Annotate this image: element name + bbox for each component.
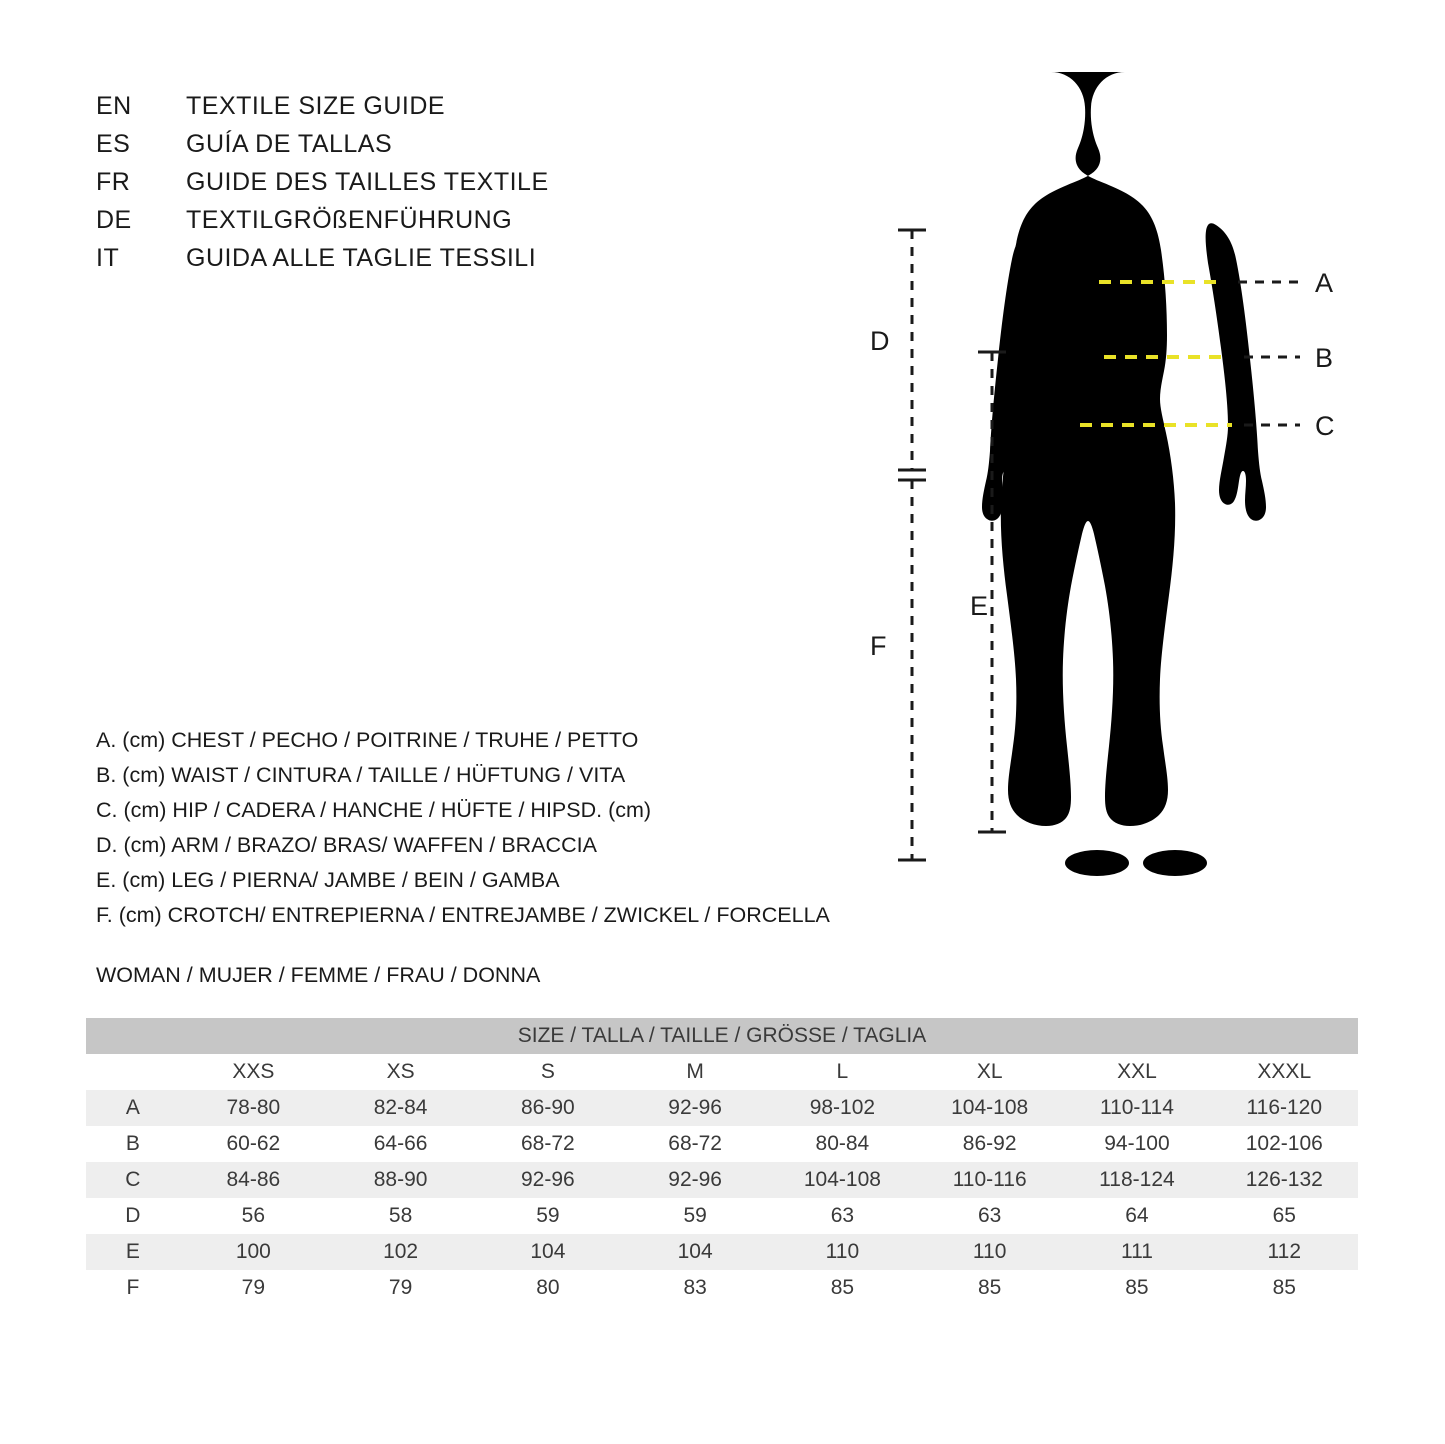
cell-f-xs: 79 xyxy=(327,1270,474,1306)
cell-c-s: 92-96 xyxy=(474,1162,621,1198)
cell-b-s: 68-72 xyxy=(474,1126,621,1162)
title-text-en: TEXTILE SIZE GUIDE xyxy=(186,92,446,120)
cell-f-l: 85 xyxy=(769,1270,916,1306)
title-lang-it: IT xyxy=(96,244,120,272)
cell-c-xxl: 118-124 xyxy=(1063,1162,1210,1198)
cell-d-xxs: 56 xyxy=(180,1198,327,1234)
title-lang-fr: FR xyxy=(96,168,131,196)
legend-item-f: F. (cm) CROTCH/ ENTREPIERNA / ENTREJAMBE / ZWICKEL / FORCELLA xyxy=(96,903,830,927)
table-header-row xyxy=(86,1054,1358,1090)
cell-f-s: 80 xyxy=(474,1270,621,1306)
female-silhouette xyxy=(982,72,1266,876)
body-measurement-diagram xyxy=(820,60,1380,910)
title-text-de: TEXTILGRÖßENFÜHRUNG xyxy=(186,206,513,234)
column-header-l: L xyxy=(769,1054,916,1090)
cell-e-xl: 110 xyxy=(916,1234,1063,1270)
marker-label-c: C xyxy=(1315,411,1335,441)
column-header-xs: XS xyxy=(327,1054,474,1090)
table-band-row xyxy=(86,1018,1358,1054)
group-label: WOMAN / MUJER / FEMME / FRAU / DONNA xyxy=(96,963,541,987)
cell-b-m: 68-72 xyxy=(622,1126,769,1162)
row-label-f: F xyxy=(86,1270,180,1306)
cell-e-xxxl: 112 xyxy=(1211,1234,1358,1270)
cell-f-xxl: 85 xyxy=(1063,1270,1210,1306)
marker-label-b: B xyxy=(1315,343,1334,373)
title-lang-de: DE xyxy=(96,206,132,234)
column-header-xl: XL xyxy=(916,1054,1063,1090)
title-row-fr xyxy=(96,168,716,206)
size-table xyxy=(86,1018,1358,1306)
cell-f-xxs: 79 xyxy=(180,1270,327,1306)
title-block xyxy=(96,92,716,282)
cell-e-xxs: 100 xyxy=(180,1234,327,1270)
cell-a-s: 86-90 xyxy=(474,1090,621,1126)
column-header-s: S xyxy=(474,1054,621,1090)
cell-f-m: 83 xyxy=(622,1270,769,1306)
legend-item-b: B. (cm) WAIST / CINTURA / TAILLE / HÜFTUNG / VITA xyxy=(96,763,626,787)
cell-b-xxl: 94-100 xyxy=(1063,1126,1210,1162)
legend-item-c: C. (cm) HIP / CADERA / HANCHE / HÜFTE / HIPSD. (cm) xyxy=(96,798,652,822)
column-header-xxxl: XXXL xyxy=(1211,1054,1358,1090)
cell-b-xxs: 60-62 xyxy=(180,1126,327,1162)
dimension-bars xyxy=(898,230,1006,860)
cell-a-xxl: 110-114 xyxy=(1063,1090,1210,1126)
cell-a-l: 98-102 xyxy=(769,1090,916,1126)
column-header-xxs: XXS xyxy=(180,1054,327,1090)
column-header-m: M xyxy=(622,1054,769,1090)
title-row-de xyxy=(96,206,716,244)
title-text-es: GUÍA DE TALLAS xyxy=(186,130,393,158)
cell-d-xxl: 64 xyxy=(1063,1198,1210,1234)
cell-f-xl: 85 xyxy=(916,1270,1063,1306)
legend-item-a: A. (cm) CHEST / PECHO / POITRINE / TRUHE / PETTO xyxy=(96,728,639,752)
cell-c-xxxl: 126-132 xyxy=(1211,1162,1358,1198)
table-row xyxy=(86,1198,1358,1234)
cell-e-xxl: 111 xyxy=(1063,1234,1210,1270)
cell-b-xxxl: 102-106 xyxy=(1211,1126,1358,1162)
size-table-wrapper xyxy=(86,1018,1358,1306)
row-label-c: C xyxy=(86,1162,180,1198)
cell-c-xs: 88-90 xyxy=(327,1162,474,1198)
title-text-it: GUIDA ALLE TAGLIE TESSILI xyxy=(186,244,537,272)
table-row xyxy=(86,1270,1358,1306)
cell-d-xl: 63 xyxy=(916,1198,1063,1234)
marker-label-e: E xyxy=(970,591,989,621)
cell-e-xs: 102 xyxy=(327,1234,474,1270)
cell-b-xs: 64-66 xyxy=(327,1126,474,1162)
title-row-it xyxy=(96,244,716,282)
cell-d-xxxl: 65 xyxy=(1211,1198,1358,1234)
cell-c-m: 92-96 xyxy=(622,1162,769,1198)
row-label-e: E xyxy=(86,1234,180,1270)
cell-c-xxs: 84-86 xyxy=(180,1162,327,1198)
row-label-d: D xyxy=(86,1198,180,1234)
column-header-blank xyxy=(86,1054,180,1090)
cell-c-l: 104-108 xyxy=(769,1162,916,1198)
cell-d-l: 63 xyxy=(769,1198,916,1234)
cell-e-s: 104 xyxy=(474,1234,621,1270)
legend-item-d: D. (cm) ARM / BRAZO/ BRAS/ WAFFEN / BRACCIA xyxy=(96,833,597,857)
title-lang-es: ES xyxy=(96,130,131,158)
table-row xyxy=(86,1234,1358,1270)
table-row xyxy=(86,1126,1358,1162)
table-band-label: SIZE / TALLA / TAILLE / GRÖSSE / TAGLIA xyxy=(86,1018,1358,1054)
cell-d-m: 59 xyxy=(622,1198,769,1234)
title-row-en xyxy=(96,92,716,130)
legend-block xyxy=(96,723,896,933)
cell-d-xs: 58 xyxy=(327,1198,474,1234)
row-label-b: B xyxy=(86,1126,180,1162)
cell-c-xl: 110-116 xyxy=(916,1162,1063,1198)
cell-a-xxs: 78-80 xyxy=(180,1090,327,1126)
cell-a-m: 92-96 xyxy=(622,1090,769,1126)
marker-label-d: D xyxy=(870,326,890,356)
cell-d-s: 59 xyxy=(474,1198,621,1234)
cell-a-xs: 82-84 xyxy=(327,1090,474,1126)
marker-label-a: A xyxy=(1315,268,1334,298)
cell-e-l: 110 xyxy=(769,1234,916,1270)
table-row xyxy=(86,1162,1358,1198)
title-row-es xyxy=(96,130,716,168)
title-lang-en: EN xyxy=(96,92,132,120)
table-row xyxy=(86,1090,1358,1126)
marker-label-f: F xyxy=(870,631,887,661)
column-header-xxl: XXL xyxy=(1063,1054,1210,1090)
row-label-a: A xyxy=(86,1090,180,1126)
cell-b-xl: 86-92 xyxy=(916,1126,1063,1162)
cell-e-m: 104 xyxy=(622,1234,769,1270)
cell-a-xxxl: 116-120 xyxy=(1211,1090,1358,1126)
title-text-fr: GUIDE DES TAILLES TEXTILE xyxy=(186,168,549,196)
cell-f-xxxl: 85 xyxy=(1211,1270,1358,1306)
cell-a-xl: 104-108 xyxy=(916,1090,1063,1126)
legend-item-e: E. (cm) LEG / PIERNA/ JAMBE / BEIN / GAMBA xyxy=(96,868,560,892)
cell-b-l: 80-84 xyxy=(769,1126,916,1162)
